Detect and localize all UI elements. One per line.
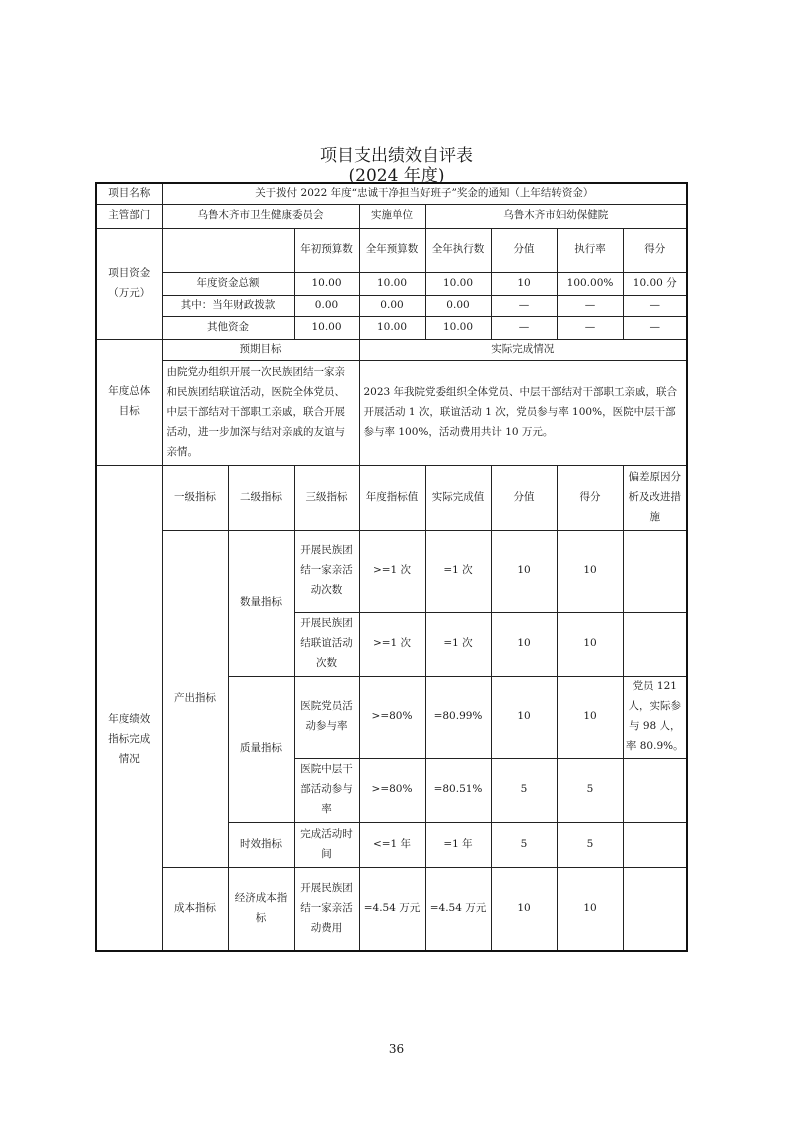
indicator-score: 10 — [557, 867, 623, 951]
page-title: 项目支出绩效自评表 — [320, 146, 473, 166]
funds-cell: — — [557, 295, 623, 316]
funds-cell: 10.00 — [294, 316, 359, 339]
page-number: 36 — [388, 1042, 405, 1056]
level2-quality: 质量指标 — [228, 676, 294, 822]
funds-cell: 10.00 — [294, 272, 359, 295]
dept-label: 主管部门 — [96, 204, 162, 228]
indicator-score: 10 — [557, 612, 623, 676]
funds-cell: 10 — [491, 272, 557, 295]
funds-header: 全年执行数 — [425, 228, 491, 272]
indicator-score-value: 10 — [491, 676, 557, 758]
indicator-header: 分值 — [491, 465, 557, 530]
funds-row-name: 年度资金总额 — [162, 272, 294, 295]
funds-cell: 0.00 — [359, 295, 425, 316]
indicator-target: =4.54 万元 — [359, 867, 425, 951]
indicator-note — [623, 530, 687, 612]
unit-value: 乌鲁木齐市妇幼保健院 — [425, 204, 687, 228]
indicator-score-value: 10 — [491, 867, 557, 951]
funds-header: 执行率 — [557, 228, 623, 272]
indicator-target: >=80% — [359, 758, 425, 822]
funds-header: 得分 — [623, 228, 687, 272]
funds-label-line1: 项目资金 — [108, 267, 151, 279]
funds-cell: 10.00 — [359, 316, 425, 339]
project-name-label: 项目名称 — [96, 183, 162, 204]
level1-output: 产出指标 — [162, 530, 228, 867]
funds-cell: — — [491, 295, 557, 316]
indicator-target: >=1 次 — [359, 530, 425, 612]
indicator-score: 10 — [557, 676, 623, 758]
indicator-section-line: 指标完成 — [108, 733, 151, 746]
funds-header: 全年预算数 — [359, 228, 425, 272]
indicator-note — [623, 867, 687, 951]
funds-cell: 10.00 — [425, 316, 491, 339]
indicator-actual: =80.99% — [425, 676, 491, 758]
level3-indicator: 医院党员活动参与率 — [294, 676, 359, 758]
indicator-actual: =1 年 — [425, 822, 491, 867]
indicator-header: 偏差原因分析及改进措施 — [623, 465, 687, 530]
expected-goal-text: 由院党办组织开展一次民族团结一家亲和民族团结联谊活动，医院全体党员、中层干部结对干部职工亲戚，联合开展活动，进一步加深与结对亲戚的友谊与亲情。 — [162, 360, 359, 465]
level3-indicator: 开展民族团结一家亲活动费用 — [294, 867, 359, 951]
indicator-section-line: 年度绩效 — [108, 713, 151, 726]
funds-label-line2: （万元） — [108, 286, 151, 299]
goals-label-line2: 目标 — [118, 405, 140, 418]
funds-cell: 0.00 — [425, 295, 491, 316]
goals-label — [96, 339, 162, 465]
indicator-score: 10 — [557, 530, 623, 612]
indicator-target: >=1 次 — [359, 612, 425, 676]
project-name-value: 关于拨付 2022 年度“忠诚干净担当好班子”奖金的通知（上年结转资金） — [162, 183, 687, 204]
indicator-note — [623, 822, 687, 867]
indicator-score-value: 5 — [491, 758, 557, 822]
indicator-header: 二级指标 — [228, 465, 294, 530]
performance-table — [95, 182, 688, 952]
indicator-header: 三级指标 — [294, 465, 359, 530]
level1-cost: 成本指标 — [162, 867, 228, 951]
level2-econ: 经济成本指标 — [228, 867, 294, 951]
funds-cell: — — [557, 316, 623, 339]
indicator-header: 年度指标值 — [359, 465, 425, 530]
actual-result-text: 2023 年我院党委组织全体党员、中层干部结对干部职工亲戚，联合开展活动 1 次，联谊活动 1 次，党员参与率 100%，医院中层干部参与率 100%，活动费用共计 10 万元。 — [359, 360, 687, 465]
indicator-header: 得分 — [557, 465, 623, 530]
indicator-score: 5 — [557, 758, 623, 822]
funds-cell: 10.00 分 — [623, 272, 687, 295]
indicator-header-empty — [96, 465, 162, 530]
indicator-score: 5 — [557, 822, 623, 867]
actual-result-header: 实际完成情况 — [359, 339, 687, 360]
funds-cell: 10.00 — [359, 272, 425, 295]
expected-goal-header: 预期目标 — [162, 339, 359, 360]
indicator-actual: =80.51% — [425, 758, 491, 822]
level3-indicator: 医院中层干部活动参与率 — [294, 758, 359, 822]
indicator-target: >=80% — [359, 676, 425, 758]
page-subtitle: (2024 年度) — [348, 166, 445, 186]
level3-indicator: 开展民族团结联谊活动次数 — [294, 612, 359, 676]
funds-cell: 10.00 — [425, 272, 491, 295]
level2-time: 时效指标 — [228, 822, 294, 867]
indicator-note — [623, 612, 687, 676]
funds-cell: — — [623, 295, 687, 316]
funds-cell: — — [491, 316, 557, 339]
funds-cell: — — [623, 316, 687, 339]
level2-quantity: 数量指标 — [228, 530, 294, 676]
indicator-header: 实际完成值 — [425, 465, 491, 530]
funds-label — [96, 228, 162, 339]
indicator-score-value: 5 — [491, 822, 557, 867]
level3-indicator: 完成活动时间 — [294, 822, 359, 867]
funds-row-name: 其中：当年财政拨款 — [162, 295, 294, 316]
indicator-section-line: 情况 — [118, 753, 140, 766]
funds-cell: 100.00% — [557, 272, 623, 295]
goals-label-line1: 年度总体 — [108, 385, 151, 398]
unit-label: 实施单位 — [359, 204, 425, 228]
dept-value: 乌鲁木齐市卫生健康委员会 — [162, 204, 359, 228]
funds-header-empty — [162, 228, 294, 272]
funds-header: 年初预算数 — [294, 228, 359, 272]
indicator-actual: =4.54 万元 — [425, 867, 491, 951]
funds-row-name: 其他资金 — [162, 316, 294, 339]
indicator-note — [623, 758, 687, 822]
indicator-section-label — [96, 530, 162, 951]
indicator-score-value: 10 — [491, 612, 557, 676]
funds-header: 分值 — [491, 228, 557, 272]
indicator-header: 一级指标 — [162, 465, 228, 530]
indicator-actual: =1 次 — [425, 530, 491, 612]
indicator-target: <=1 年 — [359, 822, 425, 867]
level3-indicator: 开展民族团结一家亲活动次数 — [294, 530, 359, 612]
funds-cell: 0.00 — [294, 295, 359, 316]
indicator-score-value: 10 — [491, 530, 557, 612]
indicator-actual: =1 次 — [425, 612, 491, 676]
indicator-note: 党员 121 人，实际参与 98 人，率 80.9%。 — [623, 676, 687, 758]
